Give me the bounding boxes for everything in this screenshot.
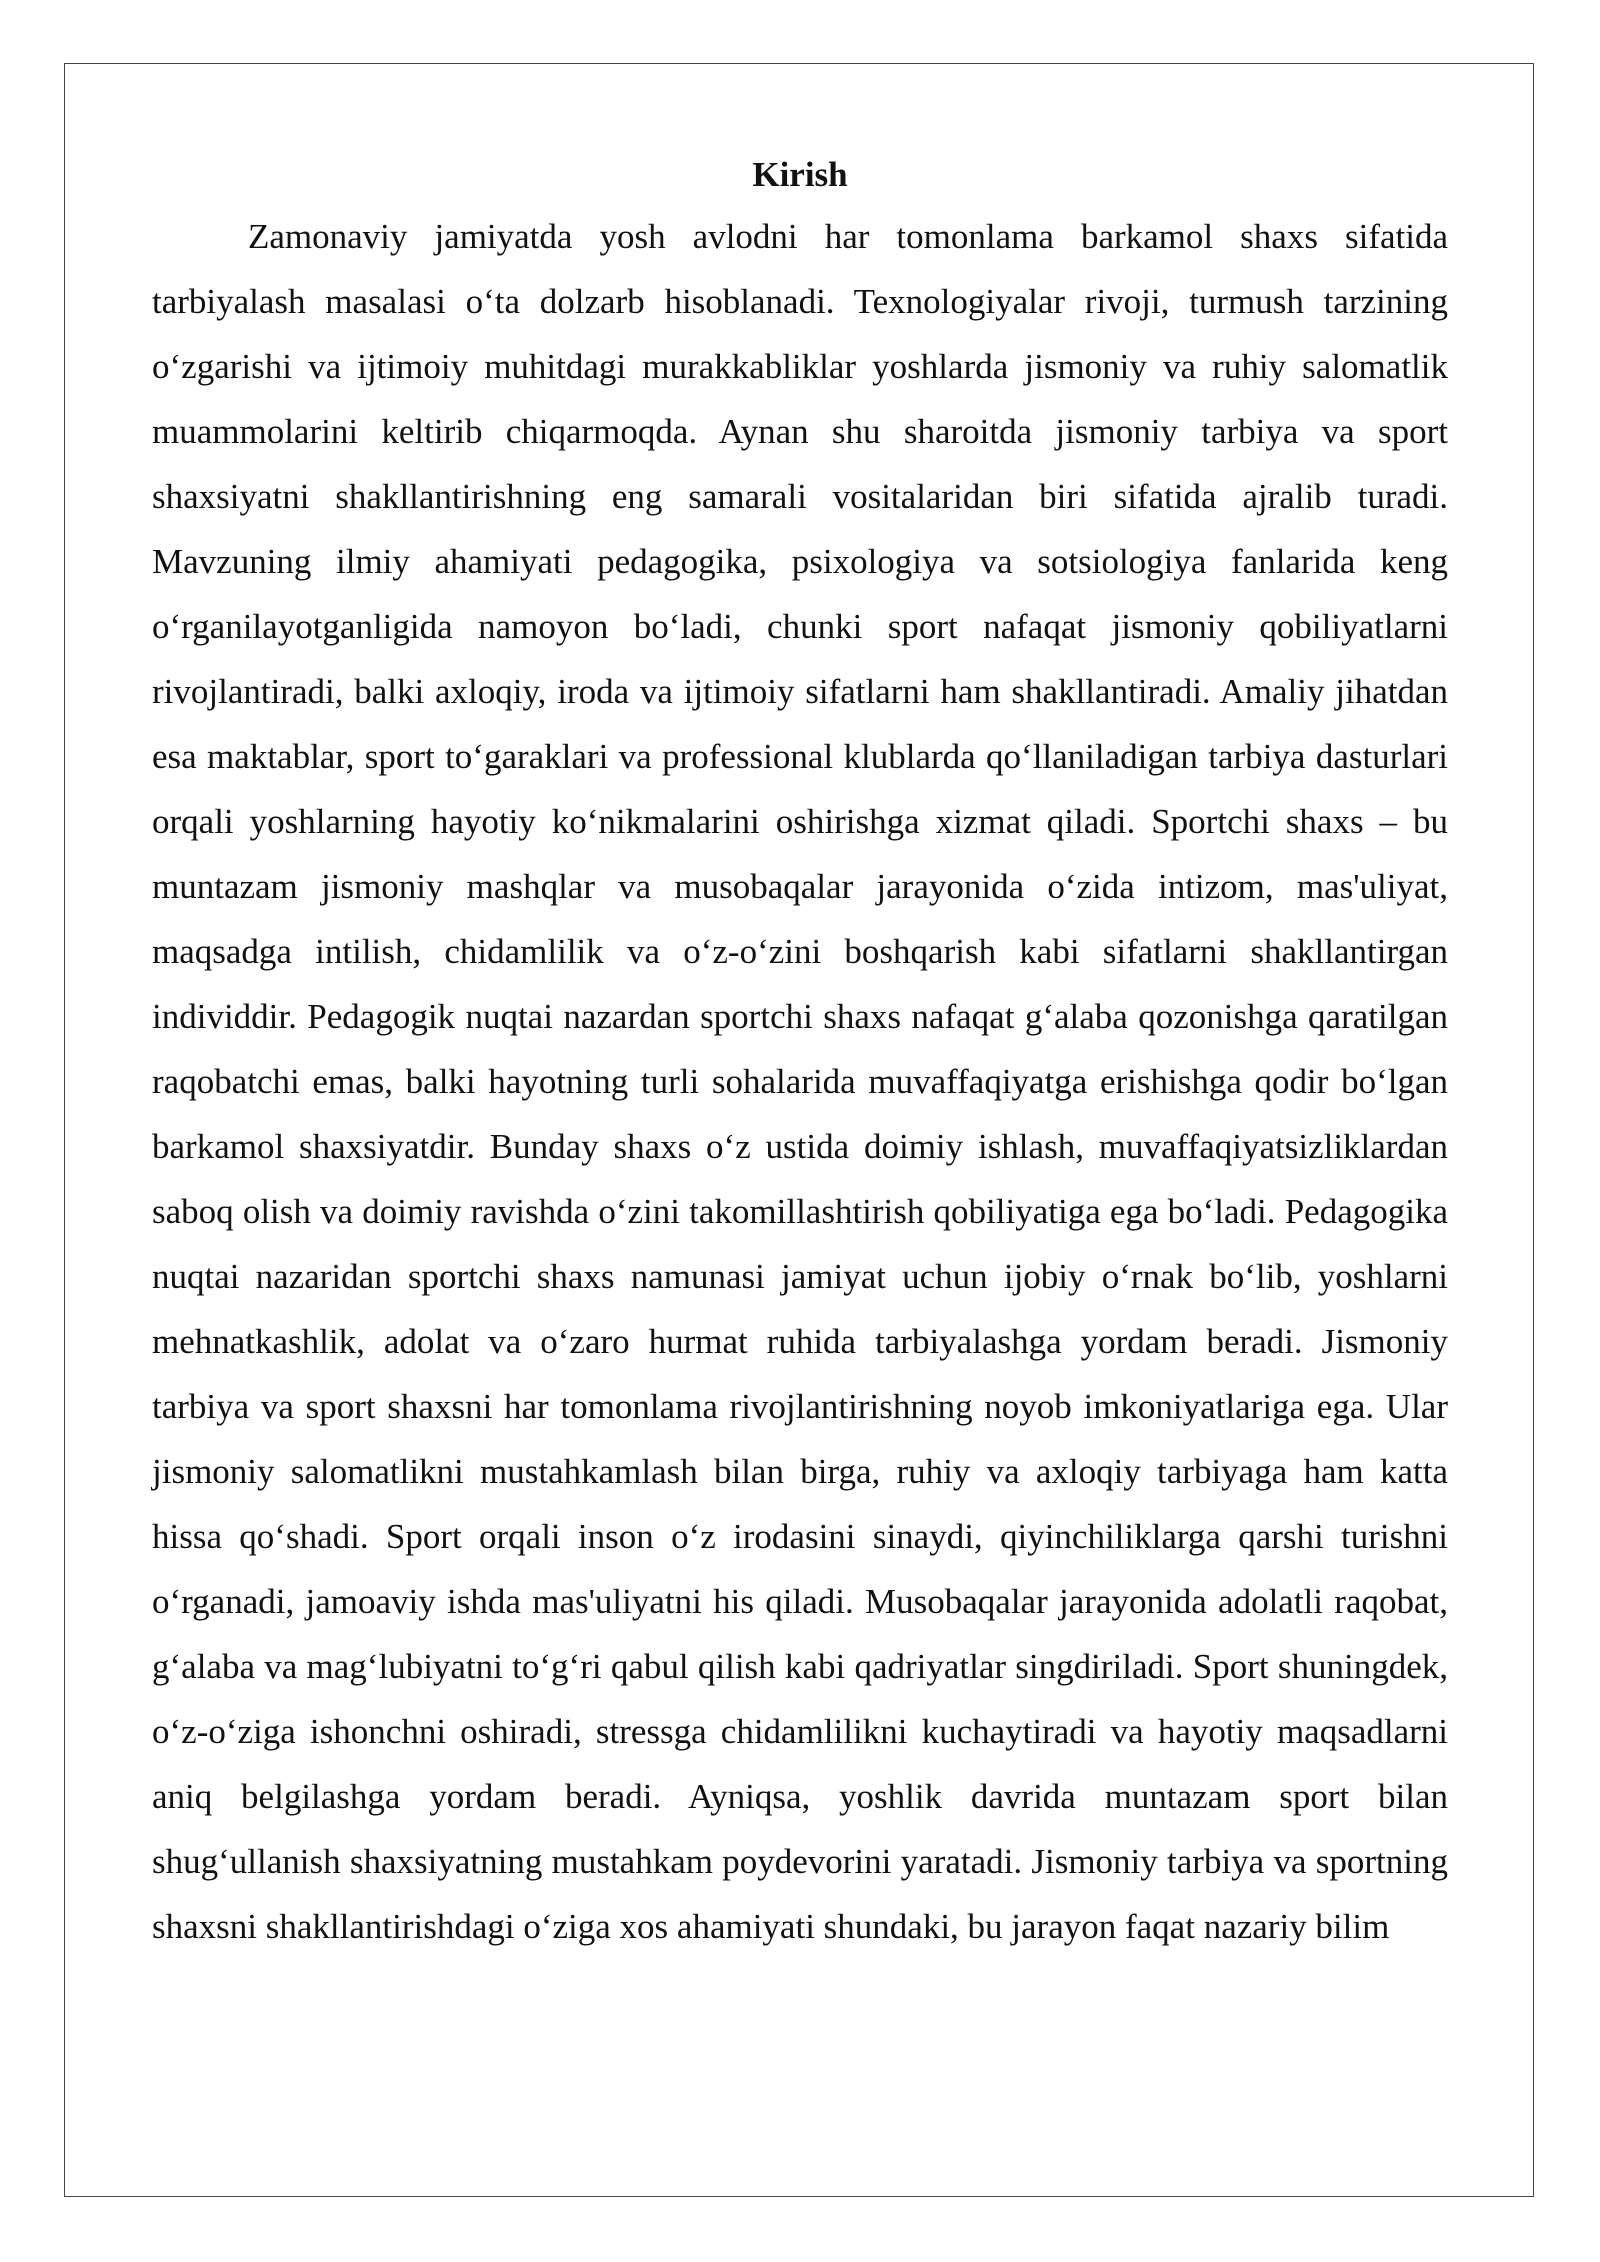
document-body-paragraph: Zamonaviy jamiyatda yosh avlodni har tomonlama barkamol shaxs sifatida tarbiyalash masalasi o‘ta dolzarb hisoblanadi. Texnologiyalar rivoji, turmush tarzining o‘zgarishi va ijtimoiy muhitdagi murakkabliklar yoshlarda jismoniy va ruhiy salomatlik muammolarini keltirib chiqarmoqda. Aynan shu sharoitda jismoniy tarbiya va sport shaxsiyatni shakllantirishning eng samarali vositalaridan biri sifatida ajralib turadi. Mavzuning ilmiy ahamiyati pedagogika, psixologiya va sotsiologiya fanlarida keng o‘rganilayotganligida namoyon bo‘ladi, chunki sport nafaqat jismoniy qobiliyatlarni rivojlantiradi, balki axloqiy, iroda va ijtimoiy sifatlarni ham shakllantiradi. Amaliy jihatdan esa maktablar, sport to‘garaklari va professional klublarda qo‘llaniladigan tarbiya dasturlari orqali yoshlarning hayotiy ko‘nikmalarini oshirishga xizmat qiladi. Sportchi shaxs – bu muntazam jismoniy mashqlar va musobaqalar jarayonida o‘zida intizom, mas'uliyat, maqsadga intilish, chidamlilik va o‘z-o‘zini boshqarish kabi sifatlarni shakllantirgan individdir. Pedagogik nuqtai nazardan sportchi shaxs nafaqat g‘alaba qozonishga qaratilgan raqobatchi emas, balki hayotning turli sohalarida muvaffaqiyatga erishishga qodir bo‘lgan barkamol shaxsiyatdir. Bunday shaxs o‘z ustida doimiy ishlash, muvaffaqiyatsizliklardan saboq olish va doimiy ravishda o‘zini takomillashtirish qobiliyatiga ega bo‘ladi. Pedagogika nuqtai nazaridan sportchi shaxs namunasi jamiyat uchun ijobiy o‘rnak bo‘lib, yoshlarni mehnatkashlik, adolat va o‘zaro hurmat ruhida tarbiyalashga yordam beradi. Jismoniy tarbiya va sport shaxsni har tomonlama rivojlantirishning noyob imkoniyatlariga ega. Ular jismoniy salomatlikni mustahkamlash bilan birga, ruhiy va axloqiy tarbiyaga ham katta hissa qo‘shadi. Sport orqali inson o‘z irodasini sinaydi, qiyinchiliklarga qarshi turishni o‘rganadi, jamoaviy ishda mas'uliyatni his qiladi. Musobaqalar jarayonida adolatli raqobat, g‘alaba va mag‘lubiyatni to‘g‘ri qabul qilish kabi qadriyatlar singdiriladi. Sport shuningdek, o‘z-o‘ziga ishonchni oshiradi, stressga chidamlilikni kuchaytiradi va hayotiy maqsadlarni aniq belgilashga yordam beradi. Ayniqsa, yoshlik davrida muntazam sport bilan shug‘ullanish shaxsiyatning mustahkam poydevorini yaratadi. Jismoniy tarbiya va sportning shaxsni shakllantirishdagi o‘ziga xos ahamiyati shundaki, bu jarayon faqat nazariy bilim xyxy=(152,217,1448,1946)
document-title: Kirish xyxy=(752,155,848,194)
document-content xyxy=(152,146,1448,1959)
